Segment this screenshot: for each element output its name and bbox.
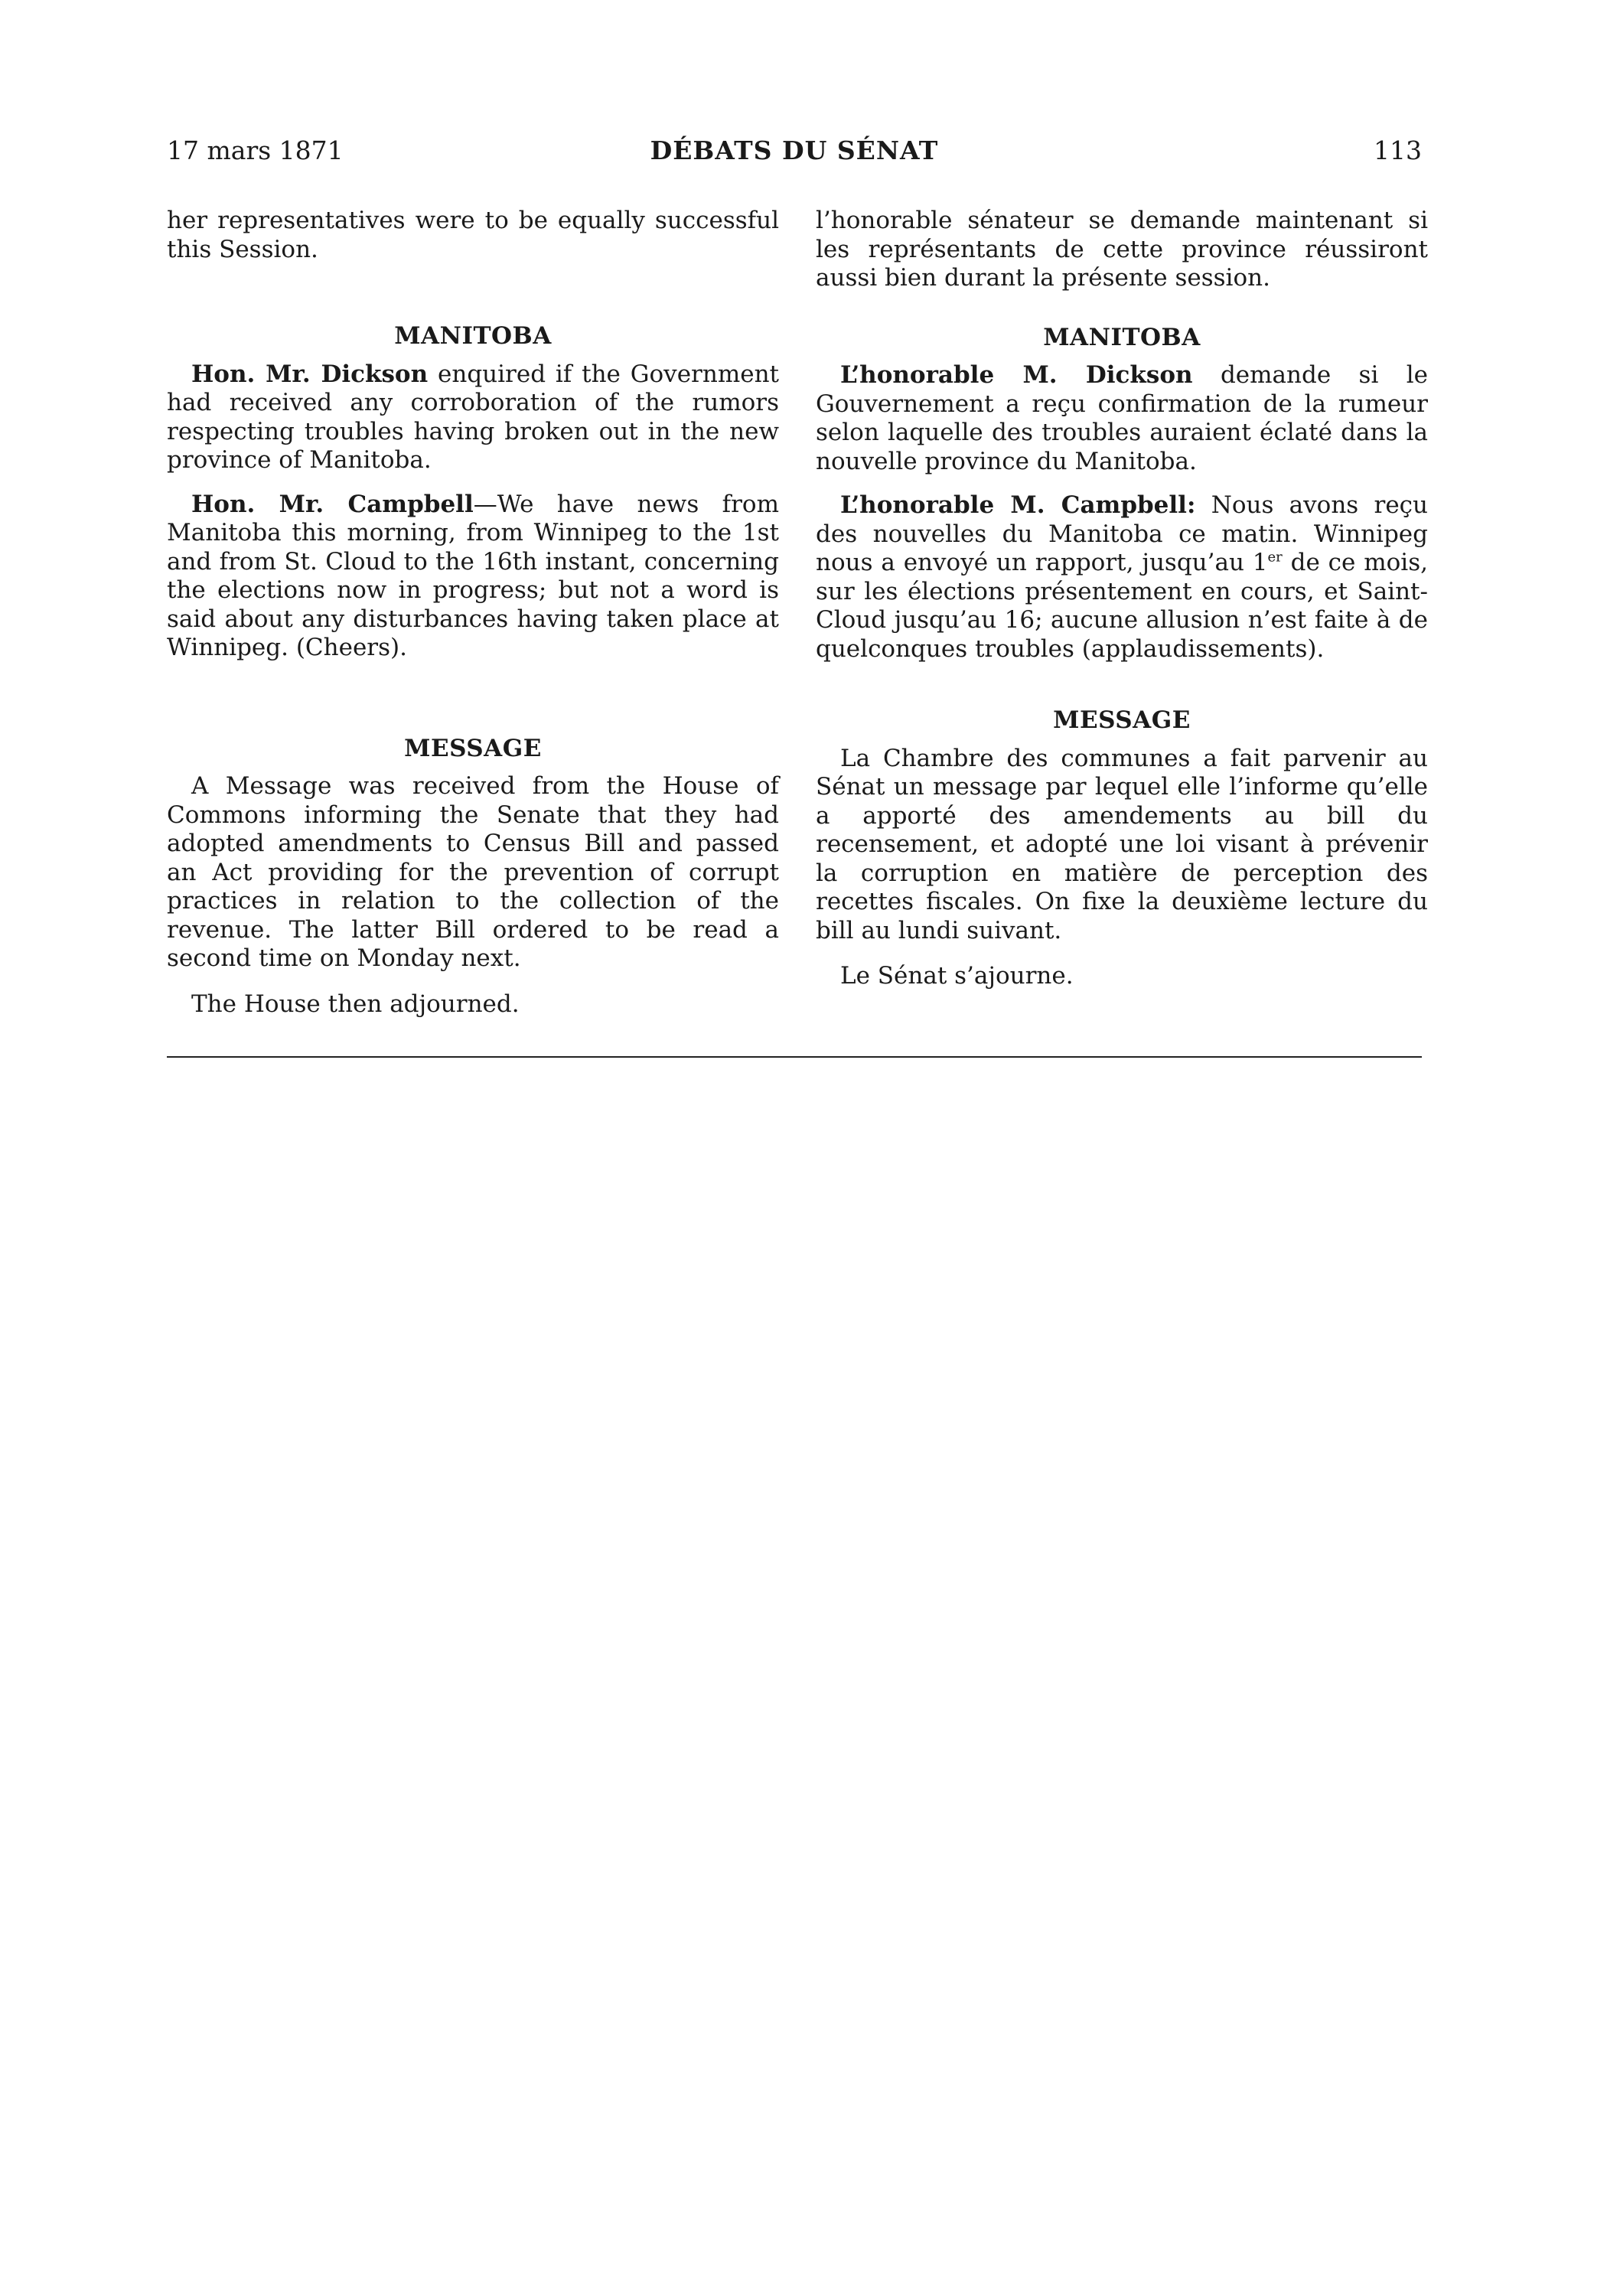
french-para-campbell	[816, 491, 1428, 664]
french-column	[816, 207, 1428, 991]
english-para-campbell-text: —We have news from Manitoba this morning, from Winnipeg to the 1st and from St. Cloud to the 16th instant, concerning the elections now in progress; but not a word is said about any disturbances having taken place at Winnipeg. (Cheers).	[167, 490, 779, 661]
english-column	[167, 207, 779, 1019]
french-para-message: La Chambre des communes a fait parvenir au Sénat un message par lequel elle l’informe qu’elle a apporté des amendements au bill du recensement, et adopté une loi visant à prévenir la corruption en matière de perception des recettes fiscales. On fixe la deuxième lecture du bill au lundi suivant.	[816, 744, 1428, 944]
french-para-campbell-text-a: Nous avons reçu des nouvelles du Manitoba ce matin. Winnipeg nous a envoyé un rapport, jusqu’au 1	[816, 491, 1428, 576]
english-section-message-heading: MESSAGE	[404, 734, 542, 762]
french-para-campbell-text-b: de ce mois, sur les élections présentement en cours, et Saint-Cloud jusqu’au 16; aucune allusion n’est faite à de quelconques troubles (applaudissements).	[816, 549, 1428, 663]
french-para-adjourned: Le Sénat s’ajourne.	[840, 962, 1074, 990]
french-para-dickson	[816, 361, 1428, 476]
english-intro: her representatives were to be equally successful this Session.	[167, 207, 779, 263]
french-section-message-heading: MESSAGE	[1053, 706, 1191, 734]
header-title: DÉBATS DU SÉNAT	[650, 135, 939, 165]
english-speaker-campbell: Hon. Mr. Campbell	[191, 490, 474, 518]
header-date: 17 mars 1871	[167, 135, 344, 165]
french-section-manitoba-heading: MANITOBA	[1043, 323, 1201, 351]
bottom-rule	[167, 1056, 1422, 1058]
english-para-adjourned: The House then adjourned.	[191, 990, 520, 1018]
english-para-dickson-text: enquired if the Government had received any corroboration of the rumors respecting troubles having broken out in the new province of Manitoba.	[167, 360, 779, 474]
page-header	[167, 132, 1422, 170]
french-speaker-campbell: L’honorable M. Campbell:	[840, 491, 1196, 519]
english-section-manitoba-heading: MANITOBA	[394, 322, 552, 350]
english-para-campbell	[167, 491, 779, 663]
english-para-dickson	[167, 360, 779, 475]
french-para-dickson-text: demande si le Gouvernement a reçu confirmation de la rumeur selon laquelle des troubles auraient éclaté dans la nouvelle province du Manitoba.	[816, 361, 1428, 475]
page-number: 113	[1374, 135, 1422, 165]
french-superscript-er: er	[1267, 549, 1283, 566]
french-speaker-dickson: L’honorable M. Dickson	[840, 361, 1193, 389]
english-para-message: A Message was received from the House of Commons informing the Senate that they had adopted amendments to Census Bill and passed an Act providing for the prevention of corrupt practices in relation to the collection of the revenue. The latter Bill ordered to be read a second time on Monday next.	[167, 772, 779, 972]
french-intro: l’honorable sénateur se demande maintenant si les représentants de cette province réussiront aussi bien durant la présente session.	[816, 207, 1428, 292]
english-speaker-dickson: Hon. Mr. Dickson	[191, 360, 429, 388]
